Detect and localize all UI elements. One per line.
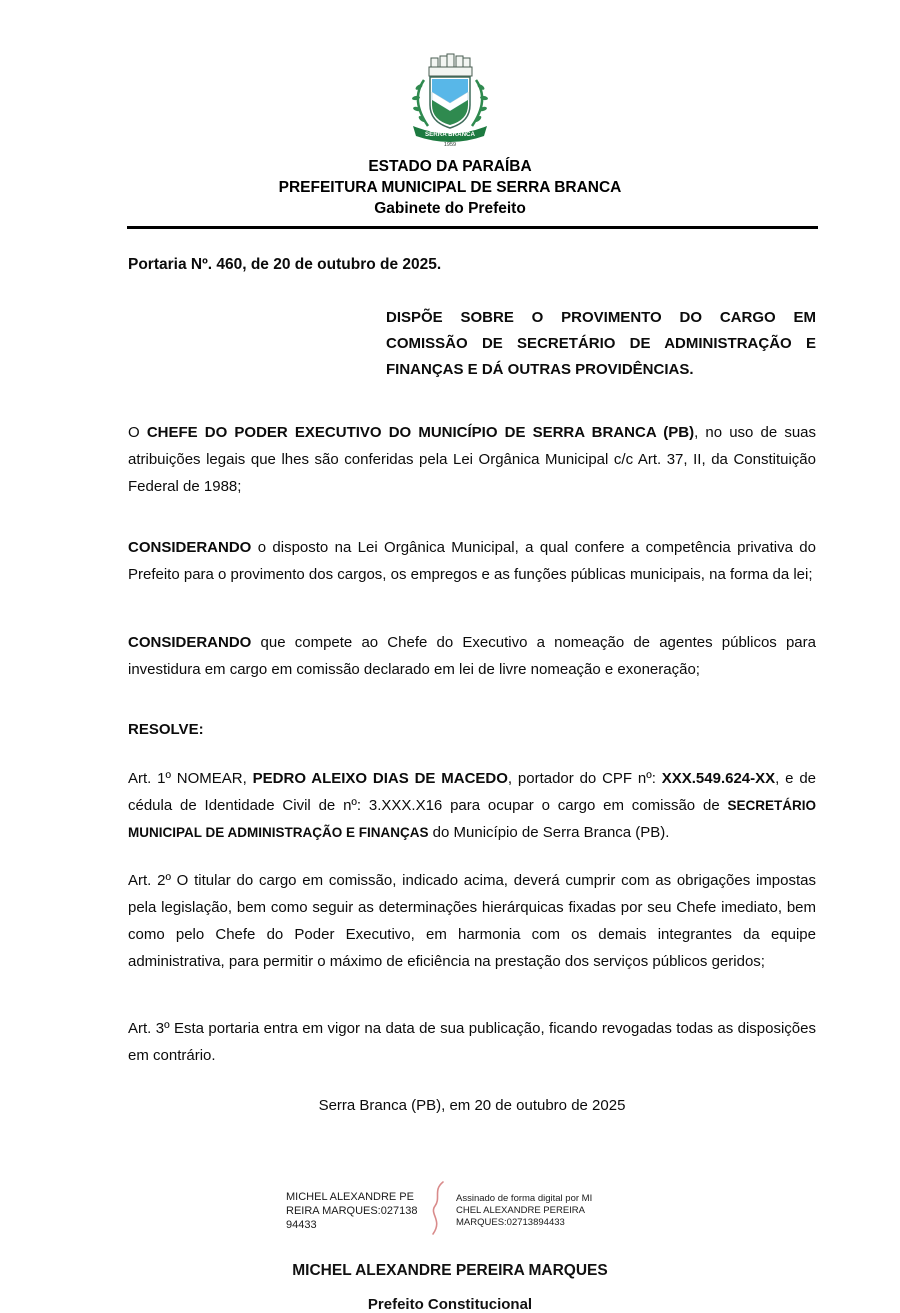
- article-1-lead: Art. 1º NOMEAR,: [128, 770, 253, 787]
- article-1-appointee-name: PEDRO ALEIXO DIAS DE MACEDO: [252, 770, 508, 787]
- article-1-cpf-value: XXX.549.624-XX: [661, 770, 776, 787]
- header-municipality: PREFEITURA MUNICIPAL DE SERRA BRANCA: [278, 179, 622, 196]
- header-rule: [127, 226, 818, 229]
- preamble-paragraph: [128, 419, 816, 500]
- considerando-2-keyword: CONSIDERANDO: [128, 634, 252, 651]
- place-date-line: Serra Branca (PB), em 20 de outubro de 2025: [318, 1097, 626, 1114]
- preamble-authority: CHEFE DO PODER EXECUTIVO DO MUNICÍPIO DE SERRA BRANCA (PB): [146, 424, 695, 441]
- crest-banner-text: SERRA BRANCA: [425, 131, 475, 138]
- epigraph: DISPÕE SOBRE O PROVIMENTO DO CARGO EM COMISSÃO DE SECRETÁRIO DE ADMINISTRAÇÃO E FINANÇAS E DÁ OUTRAS PROVIDÊNCIAS.: [386, 309, 816, 378]
- considerando-2-paragraph: [128, 629, 816, 683]
- signer-role: Prefeito Constitucional: [367, 1296, 533, 1313]
- header-office: Gabinete do Prefeito: [374, 200, 526, 217]
- considerando-1-keyword: CONSIDERANDO: [128, 539, 252, 556]
- signer-name: MICHEL ALEXANDRE PEREIRA MARQUES: [292, 1262, 608, 1279]
- header-state: ESTADO DA PARAÍBA: [368, 158, 532, 175]
- article-1-identity-text: , e de cédula de Identidade Civil de nº: 3.XXX.X16 para ocupar o cargo em comissão de: [128, 770, 816, 814]
- signature-certificate-text: MICHEL ALEXANDRE PEREIRA MARQUES:02713894433: [286, 1190, 418, 1231]
- signature-section: [0, 1179, 900, 1313]
- considerando-1-paragraph: [128, 534, 816, 588]
- resolve-heading: RESOLVE:: [128, 721, 204, 738]
- preamble-rest: , no uso de suas atribuições legais que lhes são conferidas pela Lei Orgânica Municipal c/c Art. 37, II, da Constituição Federal de 1988;: [128, 424, 817, 495]
- article-1-cpf-label: , portador do CPF nº:: [507, 770, 662, 787]
- preamble-lead: O: [128, 424, 147, 441]
- portaria-title: Portaria Nº. 460, de 20 de outubro de 2025.: [128, 256, 442, 273]
- article-1-position-title: SECRETÁRIO MUNICIPAL DE ADMINISTRAÇÃO E FINANÇAS: [128, 798, 816, 840]
- coat-of-arms-icon: [400, 54, 500, 148]
- article-2-paragraph: Art. 2º O titular do cargo em comissão, indicado acima, deverá cumprir com as obrigações impostas pela legislação, bem como seguir as determinações hierárquicas fixadas por seu Chefe imediato, bem como pelo Chefe do Poder Executivo, em harmonia com os demais integrantes da equipe administrativa, para permitir o máximo de eficiência na prestação dos serviços públicos geridos;: [128, 872, 816, 970]
- signature-flourish-icon: [426, 1179, 448, 1242]
- considerando-1-text: o disposto na Lei Orgânica Municipal, a qual confere a competência privativa do Prefeito para o provimento dos cargos, os empregos e as funções públicas municipais, na forma da lei;: [128, 539, 816, 583]
- crest-year: 1959: [443, 142, 457, 148]
- municipal-coat-of-arms: [400, 54, 500, 148]
- article-1-paragraph: [128, 765, 816, 846]
- considerando-2-text: que compete ao Chefe do Executivo a nomeação de agentes públicos para investidura em cargo em comissão declarado em lei de livre nomeação e exoneração;: [128, 634, 816, 678]
- document-body: [0, 256, 900, 1119]
- document-header: [0, 0, 900, 229]
- digital-signature-block: [0, 1179, 890, 1242]
- signature-statement-text: Assinado de forma digital por MICHEL ALEXANDRE PEREIRA MARQUES:02713894433: [456, 1192, 593, 1228]
- article-3-paragraph: Art. 3º Esta portaria entra em vigor na data de sua publicação, ficando revogadas todas as disposições em contrário.: [128, 1020, 816, 1064]
- article-1-closing: do Município de Serra Branca (PB).: [428, 824, 670, 841]
